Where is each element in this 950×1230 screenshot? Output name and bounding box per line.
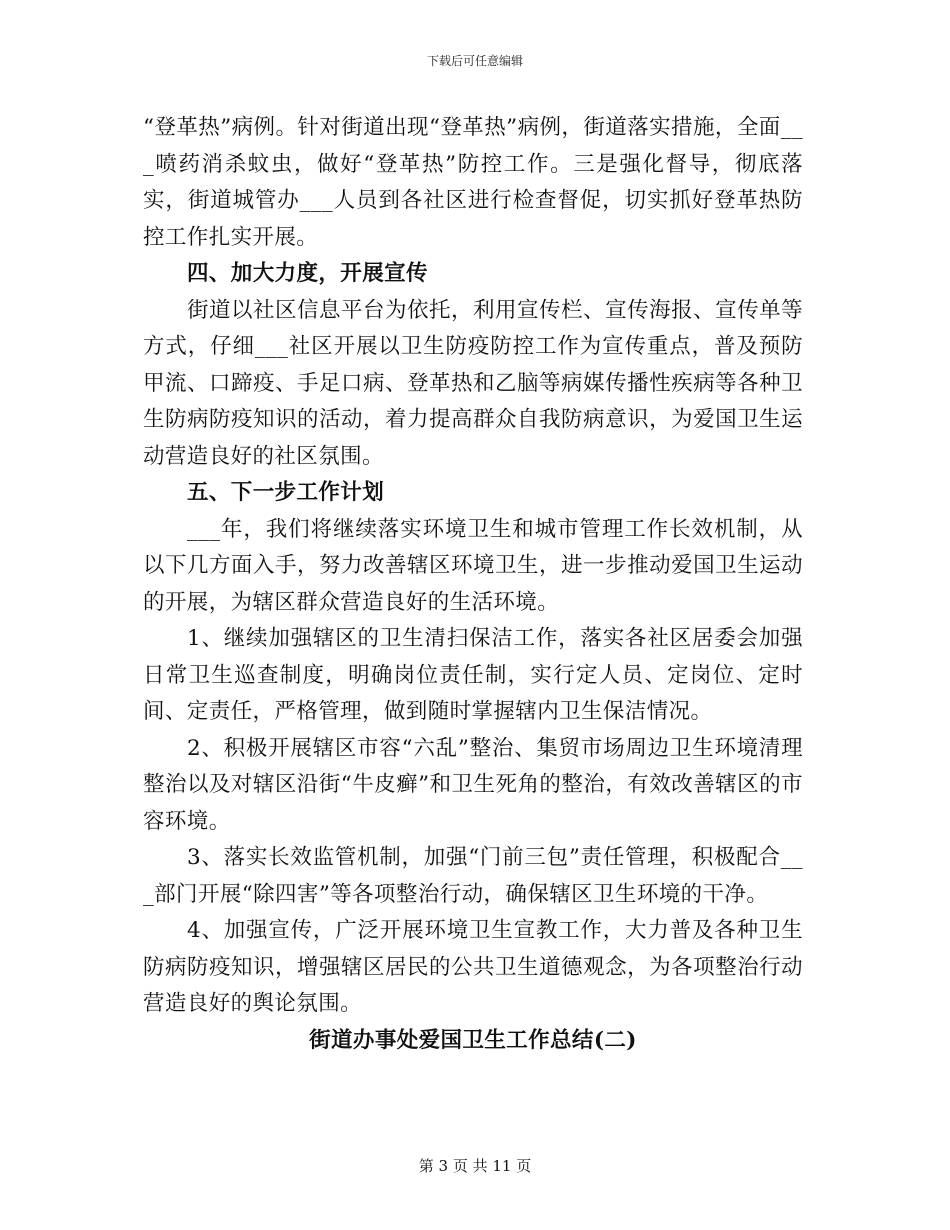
heading-publicity: 四、加大力度，开展宣传: [187, 261, 428, 286]
document-body: [143, 110, 803, 1059]
page-number-footer: 第 3 页 共 11 页: [418, 1157, 532, 1175]
paragraph-plan-item-1: 1、继续加强辖区的卫生清扫保洁工作，落实各社区居委会加强日常卫生巡查制度，明确岗位责任制，实行定人员、定岗位、定时间、定责任，严格管理，做到随时掌握辖内卫生保洁情况。: [143, 626, 803, 724]
paragraph-next-plan-intro: ___年，我们将继续落实环境卫生和城市管理工作长效机制，从以下几方面入手，努力改善辖区环境卫生，进一步推动爱国卫生运动的开展，为辖区群众营造良好的生活环境。: [143, 516, 803, 615]
paragraph-plan-item-2: 2、积极开展辖区市容“六乱”整治、集贸市场周边卫生环境清理整治以及对辖区沿街“牛皮癣”和卫生死角的整治，有效改善辖区的市容环境。: [143, 735, 803, 834]
header-note: 下载后可任意编辑: [426, 54, 523, 68]
paragraph-plan-item-3: 3、落实长效监管机制，加强“门前三包”责任管理，积极配合___部门开展“除四害”等各项整治行动，确保辖区卫生环境的干净。: [143, 845, 803, 907]
paragraph-plan-item-4: 4、加强宣传，广泛开展环境卫生宣教工作，大力普及各种卫生防病防疫知识，增强辖区居民的公共卫生道德观念，为各项整治行动营造良好的舆论氛围。: [143, 918, 803, 1016]
heading-next-plan: 五、下一步工作计划: [187, 480, 385, 505]
section-title: 街道办事处爱国卫生工作总结(二): [309, 1027, 637, 1053]
paragraph-continuation: “登革热”病例。针对街道出现“登革热”病例，街道落实措施，全面___喷药消杀蚊虫，做好“登革热”防控工作。三是强化督导，彻底落实，街道城管办___人员到各社区进行检查督促，切实抓好登革热防控工作扎实开展。: [143, 115, 803, 250]
paragraph-publicity: 街道以社区信息平台为依托，利用宣传栏、宣传海报、宣传单等方式，仔细___社区开展以卫生防疫防控工作为宣传重点，普及预防甲流、口蹄疫、手足口病、登革热和乙脑等病媒传播性疾病等各种卫生防病防疫知识的活动，着力提高群众自我防病意识，为爱国卫生运动营造良好的社区氛围。: [143, 297, 803, 469]
